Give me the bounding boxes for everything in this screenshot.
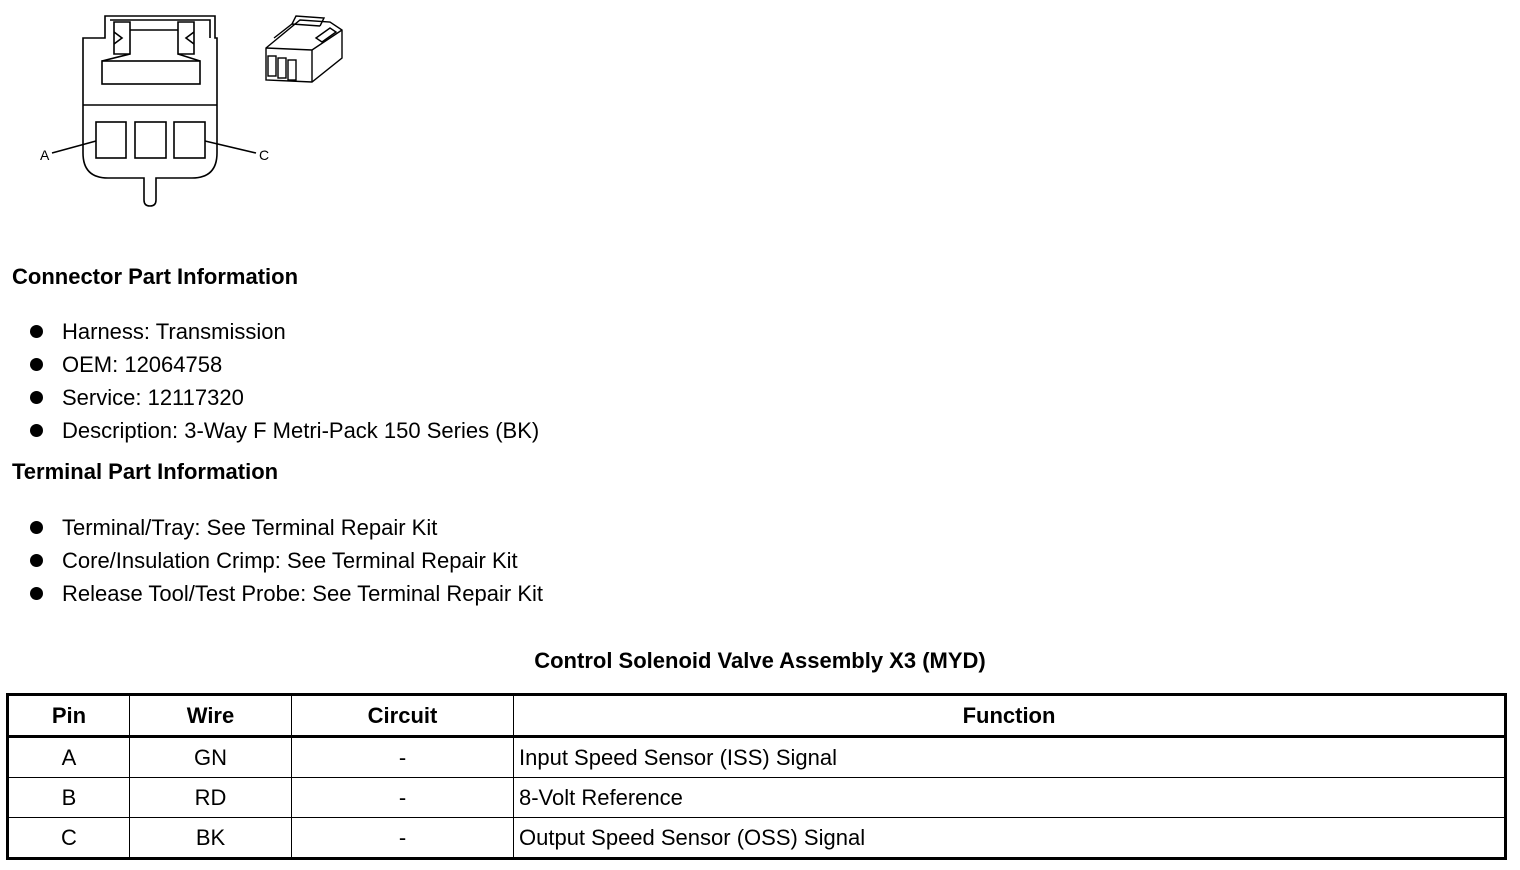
bullet-icon [30,521,43,534]
list-item: Terminal/Tray: See Terminal Repair Kit [28,511,543,544]
pin-cell: C [8,818,130,859]
list-item: Description: 3-Way F Metri-Pack 150 Series (BK) [28,414,539,447]
list-item: Service: 12117320 [28,381,539,414]
pin-a-label: A [40,147,50,163]
function-cell: 8-Volt Reference [514,778,1506,818]
bullet-icon [30,325,43,338]
column-header-function: Function [514,695,1506,737]
terminal-info-list [28,511,543,610]
table-header-row [8,695,1506,737]
bullet-icon [30,391,43,404]
circuit-cell: - [292,778,514,818]
table-title: Control Solenoid Valve Assembly X3 (MYD) [534,648,986,673]
terminal-info-heading: Terminal Part Information [12,459,279,484]
bullet-icon [30,424,43,437]
bullet-icon [30,587,43,600]
list-item: Harness: Transmission [28,315,539,348]
column-header-wire: Wire [130,695,292,737]
connector-thumbnail [266,16,342,82]
pin-cell: B [8,778,130,818]
function-cell: Input Speed Sensor (ISS) Signal [514,737,1506,778]
wire-cell: BK [130,818,292,859]
table-row [8,778,1506,818]
wire-cell: GN [130,737,292,778]
pin-cell: A [8,737,130,778]
column-header-circuit: Circuit [292,695,514,737]
pin-c-label: C [259,147,270,163]
circuit-cell: - [292,818,514,859]
pinout-table [6,693,1507,860]
list-item: Release Tool/Test Probe: See Terminal Repair Kit [28,577,543,610]
wire-cell: RD [130,778,292,818]
column-header-pin: Pin [8,695,130,737]
table-row [8,818,1506,859]
bullet-icon [30,554,43,567]
function-cell: Output Speed Sensor (OSS) Signal [514,818,1506,859]
bullet-icon [30,358,43,371]
list-item: OEM: 12064758 [28,348,539,381]
connector-info-heading: Connector Part Information [12,264,299,289]
list-item: Core/Insulation Crimp: See Terminal Repair Kit [28,544,543,577]
connector-info-list [28,315,539,447]
connector-diagram [30,8,370,213]
table-row [8,737,1506,778]
circuit-cell: - [292,737,514,778]
